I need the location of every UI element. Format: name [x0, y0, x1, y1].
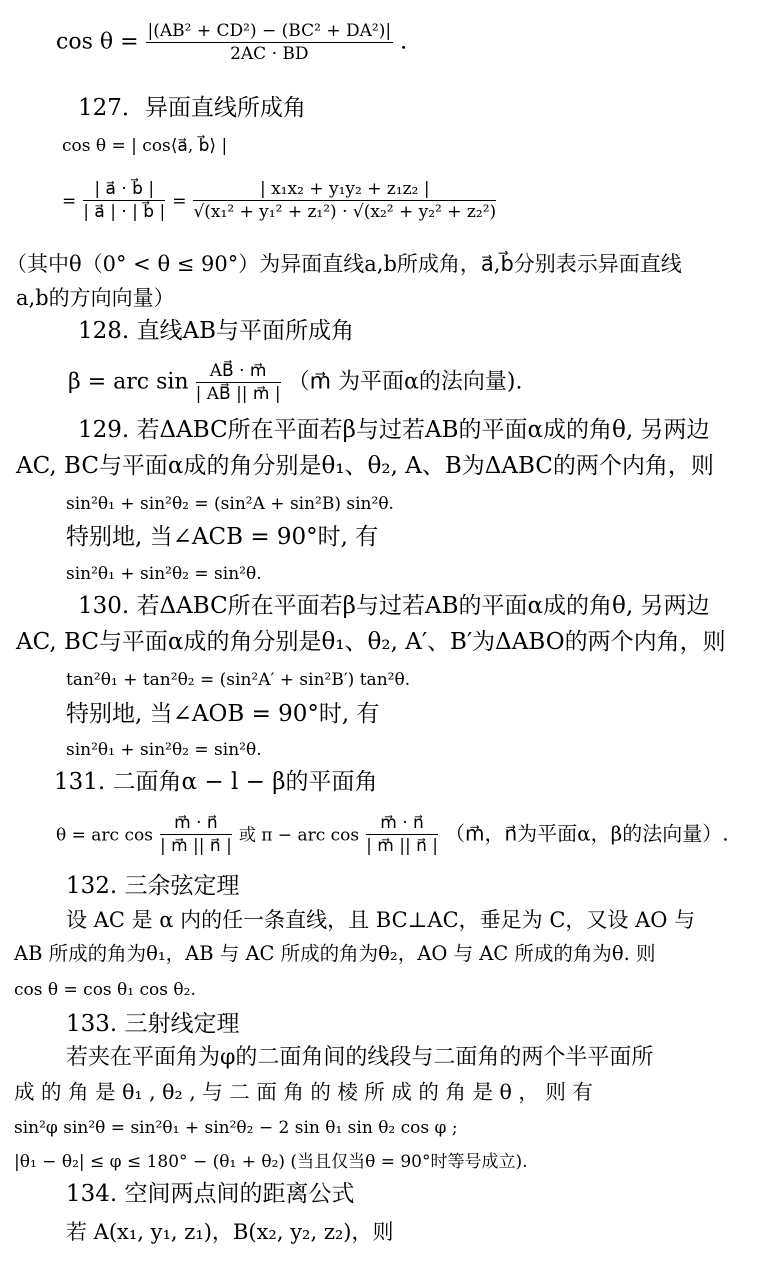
s133-line1: 若夹在平面角为φ的二面角间的线段与二面角的两个半平面所 — [66, 1045, 654, 1070]
s130-line1: 130. 若ΔABC所在平面若β与过若AB的平面α成的角θ, 另两边 — [78, 593, 710, 619]
formula-fraction — [146, 20, 394, 65]
s127-frac1 — [83, 178, 165, 223]
s129-formula2: sin²θ₁ + sin²θ₂ = sin²θ. — [66, 564, 262, 584]
s131-or: 或 π − arc cos — [238, 825, 360, 846]
s130-line2: AC, BC与平面α成的角分别是θ₁、θ₂, A′、B′为ΔABO的两个内角，则 — [16, 629, 726, 655]
formula-lhs: cos θ = — [56, 29, 139, 55]
s131-frac2 — [366, 812, 438, 857]
s127-eq1: = — [62, 191, 77, 212]
s127-frac1-num: | a⃗ · b⃗ | — [83, 178, 165, 201]
section-132-title: 132. 三余弦定理 — [66, 873, 240, 899]
formula-cos-prev — [56, 20, 407, 65]
section-127-title: 127．异面直线所成角 — [78, 95, 306, 121]
s129-line1: 129. 若ΔABC所在平面若β与过若AB的平面α成的角θ, 另两边 — [78, 417, 710, 443]
s127-line1: cos θ = | cos⟨a⃗, b⃗⟩ | — [62, 136, 228, 156]
s130-formula1: tan²θ₁ + tan²θ₂ = (sin²A′ + sin²B′) tan²θ. — [66, 670, 411, 690]
formula-end: . — [400, 29, 408, 55]
section-131-title: 131. 二面角α − l − β的平面角 — [54, 769, 378, 795]
s131-frac1-den: | m⃗ || n⃗ | — [159, 836, 232, 856]
s128-frac-num: AB⃗ · m⃗ — [196, 360, 281, 383]
s129-special: 特别地, 当∠ACB = 90°时, 有 — [66, 524, 379, 550]
formula-numerator: |(AB² + CD²) − (BC² + DA²)| — [147, 21, 392, 41]
s132-line3: cos θ = cos θ₁ cos θ₂. — [14, 980, 196, 1000]
section-128-title: 128. 直线AB与平面所成角 — [78, 318, 355, 344]
s128-lhs: β = arc sin — [68, 369, 189, 395]
s127-frac2-num: | x₁x₂ + y₁y₂ + z₁z₂ | — [193, 178, 496, 201]
section-133-title: 133. 三射线定理 — [66, 1011, 240, 1037]
s131-note: （m⃗，n⃗为平面α，β的法向量）. — [445, 821, 729, 846]
s128-frac — [196, 360, 281, 405]
s133-line2: 成 的 角 是 θ₁ , θ₂ , 与 二 面 角 的 棱 所 成 的 角 是 θ ， 则 有 — [14, 1080, 593, 1104]
s127-note2: a,b的方向向量） — [16, 286, 175, 310]
s127-frac2 — [193, 178, 496, 223]
s131-formula — [56, 812, 729, 857]
s132-line1: 设 AC 是 α 内的任一条直线，且 BC⊥AC，垂足为 C，又设 AO 与 — [66, 908, 696, 932]
s127-eq2: = — [172, 191, 187, 212]
s128-frac-den: | AB⃗ || m⃗ | — [195, 384, 281, 404]
s127-line2 — [62, 178, 496, 223]
s128-note: （m⃗ 为平面α的法向量). — [287, 369, 523, 395]
s129-formula1: sin²θ₁ + sin²θ₂ = (sin²A + sin²B) sin²θ. — [66, 494, 394, 514]
s132-line2: AB 所成的角为θ₁，AB 与 AC 所成的角为θ₂，AO 与 AC 所成的角为θ. 则 — [14, 942, 656, 965]
s130-special: 特别地, 当∠AOB = 90°时, 有 — [66, 701, 380, 727]
s131-frac2-den: | m⃗ || n⃗ | — [366, 836, 438, 856]
s127-frac1-den: | a⃗ | · | b⃗ | — [83, 202, 166, 222]
s131-frac1-num: m⃗ · n⃗ — [160, 812, 232, 835]
s131-frac1 — [160, 812, 232, 857]
s131-frac2-num: m⃗ · n⃗ — [366, 812, 438, 835]
s131-lhs: θ = arc cos — [56, 825, 153, 846]
s130-formula2: sin²θ₁ + sin²θ₂ = sin²θ. — [66, 740, 262, 760]
s133-line3: sin²φ sin²θ = sin²θ₁ + sin²θ₂ − 2 sin θ₁ sin θ₂ cos φ ; — [14, 1118, 458, 1138]
s127-note1: （其中θ（0° < θ ≤ 90°）为异面直线a,b所成角，a⃗,b⃗分别表示异面直线 — [6, 252, 682, 276]
s129-line2: AC, BC与平面α成的角分别是θ₁、θ₂, A、B为ΔABC的两个内角，则 — [16, 453, 714, 479]
section-134-title: 134. 空间两点间的距离公式 — [66, 1181, 355, 1207]
formula-denominator: 2AC · BD — [230, 44, 309, 64]
s128-formula — [68, 360, 522, 405]
s127-frac2-den: √(x₁² + y₁² + z₁²) · √(x₂² + y₂² + z₂²) — [193, 202, 497, 222]
s134-line1: 若 A(x₁, y₁, z₁)，B(x₂, y₂, z₂)，则 — [66, 1220, 394, 1244]
s133-line4: |θ₁ − θ₂| ≤ φ ≤ 180° − (θ₁ + θ₂) (当且仅当θ = 90°时等号成立). — [14, 1152, 528, 1172]
